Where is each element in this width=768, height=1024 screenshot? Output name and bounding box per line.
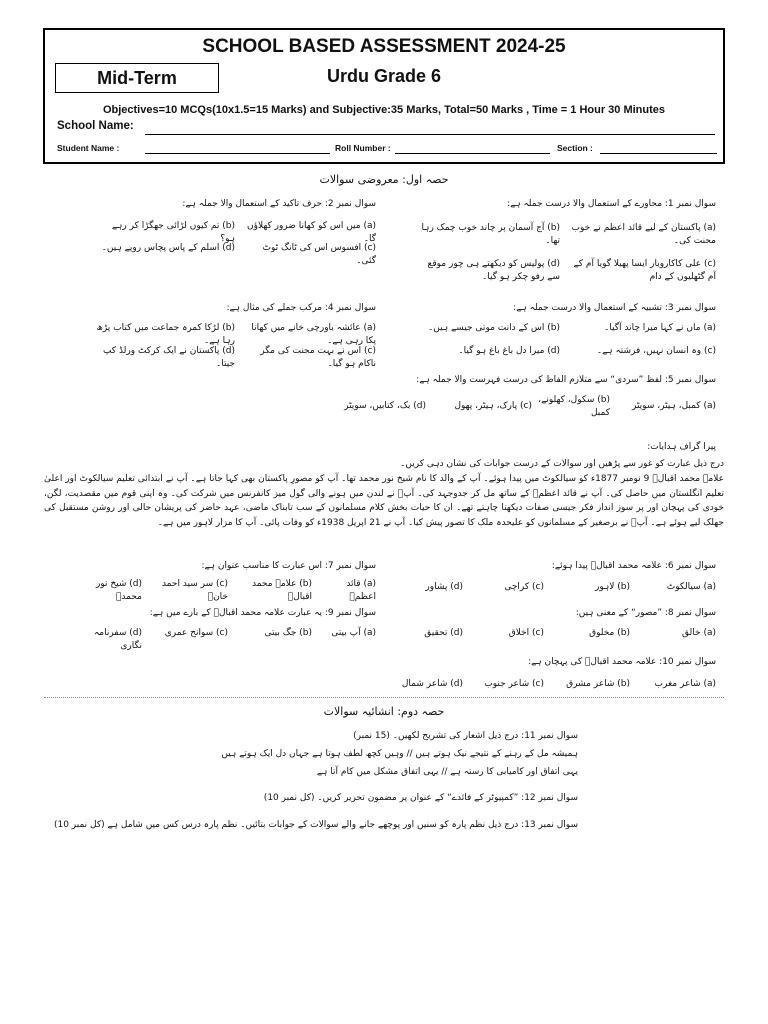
school-name-field[interactable]: [145, 134, 715, 135]
q1-option-c[interactable]: (c) علی کاکاروبار ایسا پھیلا گویا آم کے آم گٹھلیوں کے دام: [573, 259, 716, 282]
q6-option-d[interactable]: (d) پشاور: [425, 582, 463, 592]
section-divider: [44, 697, 724, 698]
q9-option-d[interactable]: (d) سفرنامہ نگاری: [93, 628, 142, 651]
q10-option-c[interactable]: (c) شاعر جنوب: [484, 679, 544, 689]
question-12: سوال نمبر 12: ”کمپیوٹر کے فائدے“ کے عنوان پر مضمون تحریر کریں۔ (کل نمبر 10): [263, 793, 578, 803]
student-name-field[interactable]: [145, 153, 330, 154]
q10-option-a[interactable]: (a) شاعر مغرب: [654, 679, 716, 689]
q4-option-d[interactable]: (d) پاکستان نے ایک کرکٹ ورلڈ کپ جیتا۔: [102, 346, 235, 369]
question-3: سوال نمبر 3: تشبیہ کے استعمال والا درست جملہ ہے:: [513, 303, 716, 313]
q4-option-c[interactable]: (c) اس نے بہت محنت کی مگر ناکام ہو گیا۔: [260, 346, 376, 369]
exam-title: SCHOOL BASED ASSESSMENT 2024-25: [202, 36, 566, 57]
q2-option-c[interactable]: (c) افسوس اس کی ٹانگ ٹوٹ گئی۔: [262, 243, 376, 266]
q1-option-b[interactable]: (b) آج آسمان پر چاند خوب چمک رہا تھا۔: [421, 223, 560, 246]
q6-option-a[interactable]: (a) سیالکوٹ: [666, 582, 716, 592]
question-5: سوال نمبر 5: لفظ ”سردی“ سے متلازم الفاظ کی درست فہرست والا جملہ ہے:: [416, 375, 716, 385]
q2-option-a[interactable]: (a) میں اس کو کھانا ضرور کھلاؤں گا۔: [247, 221, 376, 244]
part2-heading: حصہ دوم: انشائیہ سوالات: [323, 705, 445, 718]
q3-option-d[interactable]: (d) میرا دل باغ باغ ہو گیا۔: [458, 346, 560, 356]
passage-instruction: درج ذیل عبارت کو غور سے پڑھیں اور سوالات کے درست جوابات کی نشان دہی کریں۔: [400, 459, 724, 469]
question-7: سوال نمبر 7: اس عبارت کا مناسب عنوان ہے:: [201, 561, 376, 571]
q8-option-d[interactable]: (d) تحقیق: [424, 628, 463, 638]
question-4: سوال نمبر 4: مرکب جملے کی مثال ہے:: [226, 303, 376, 313]
q5-option-a[interactable]: (a) کمبل، ہیٹر، سویٹر: [631, 401, 716, 411]
q7-option-a[interactable]: (a) قائد اعظمؒ: [346, 579, 376, 602]
q11-verse-2: یہی اتفاق اور کامیابی کا رستہ ہے // یہی اتفاق مشکل میں کام آتا ہے: [316, 767, 578, 777]
q4-option-a[interactable]: (a) عائشہ باورچی خانے میں کھانا پکا رہی ہے۔: [251, 323, 376, 346]
passage-heading: پیرا گراف ہدایات:: [647, 442, 716, 452]
q8-option-c[interactable]: (c) اخلاق: [508, 628, 544, 638]
question-1: سوال نمبر 1: محاورے کے استعمال والا درست جملہ ہے:: [507, 199, 716, 209]
question-13: سوال نمبر 13: درج ذیل نظم پارہ کو سنیں اور پوچھے جانے والے سوالات کے جوابات بتائیں۔ نظم پارہ درس کس میں شامل ہے (کل نمبر 10): [53, 820, 578, 830]
part1-heading: حصہ اول: معروضی سوالات: [319, 173, 449, 186]
q1-option-a[interactable]: (a) پاکستان کے لیے قائد اعظم نے خوب محنت کی۔: [571, 223, 716, 246]
q5-option-b[interactable]: (b) سکول، کھلونے، کمبل: [538, 395, 610, 418]
q7-option-c[interactable]: (c) سر سید احمد خانؒ: [161, 579, 228, 602]
q9-option-b[interactable]: (b) جگ بیتی: [264, 628, 312, 638]
q7-option-b[interactable]: (b) علامہ محمد اقبالؒ: [252, 579, 312, 602]
section-field[interactable]: [600, 153, 717, 154]
question-10: سوال نمبر 10: علامہ محمد اقبالؒ کی پہچان ہے:: [528, 657, 716, 667]
q3-option-b[interactable]: (b) اس کے دانت موتی جیسے ہیں۔: [428, 323, 560, 333]
q4-option-b[interactable]: (b) لڑکا کمرہ جماعت میں کتاب پڑھ رہا ہے۔: [96, 323, 235, 346]
term-box: Mid-Term: [55, 63, 219, 93]
q2-option-d[interactable]: (d) اسلم کے پاس پچاس روپے ہیں۔: [101, 243, 235, 253]
section-label: Section :: [557, 143, 593, 153]
q8-option-a[interactable]: (a) خالق: [682, 628, 716, 638]
grade-label: Urdu Grade 6: [326, 66, 442, 86]
school-name-label: School Name:: [57, 120, 134, 132]
header-box: [43, 28, 725, 164]
q6-option-c[interactable]: (c) کراچی: [504, 582, 544, 592]
roll-number-label: Roll Number :: [335, 143, 391, 153]
q7-option-d[interactable]: (d) شیخ نور محمدؒ: [95, 579, 142, 602]
q10-option-b[interactable]: (b) شاعر مشرق: [566, 679, 630, 689]
q3-option-c[interactable]: (c) وہ انسان نہیں، فرشتہ ہے۔: [596, 346, 716, 356]
student-name-label: Student Name :: [57, 143, 120, 153]
question-6: سوال نمبر 6: علامہ محمد اقبالؒ پیدا ہوئے:: [551, 561, 716, 571]
objectives-line: Objectives=10 MCQs(10x1.5=15 Marks) and Subjective:35 Marks, Total=50 Marks , Time = 1 Hour 30 Minutes: [102, 104, 666, 116]
q8-option-b[interactable]: (b) مخلوق: [589, 628, 630, 638]
q1-option-d[interactable]: (d) پولیس کو دیکھتے ہی چور موقع سے رفو چکر ہو گیا۔: [427, 259, 560, 282]
q10-option-d[interactable]: (d) شاعر شمال: [401, 679, 463, 689]
question-2: سوال نمبر 2: حرف تاکید کے استعمال والا جملہ ہے:: [182, 199, 376, 209]
q5-option-c[interactable]: (c) پارک، ہیٹر، پھول: [454, 401, 532, 411]
q3-option-a[interactable]: (a) ماں نے کہا میرا چاند آگیا۔: [603, 323, 716, 333]
question-11: سوال نمبر 11: درج ذیل اشعار کی تشریح لکھیں۔ (15 نمبر): [353, 731, 578, 741]
question-9: سوال نمبر 9: یہ عبارت علامہ محمد اقبالؒ کے بارے میں ہے:: [149, 608, 376, 618]
roll-number-field[interactable]: [395, 153, 550, 154]
q9-option-c[interactable]: (c) سوانح عمری: [164, 628, 228, 638]
q11-verse-1: ہمیشہ مل کے رہنے کے نتیجے نیک ہوتے ہیں // وہیں کچھ لطف ہوتا ہے جہاں دل ایک ہوتے ہیں: [221, 749, 578, 759]
q5-option-d[interactable]: (d) بک، کتابیں، سویٹر: [344, 401, 426, 411]
q2-option-b[interactable]: (b) تم کیوں لڑائی جھگڑا کر رہے ہو؟: [111, 221, 235, 244]
q6-option-b[interactable]: (b) لاہور: [594, 582, 630, 592]
q9-option-a[interactable]: (a) آپ بیتی: [331, 628, 376, 638]
passage-text: علامہ محمد اقبالؒ 9 نومبر 1877ء کو سیالکوٹ میں پیدا ہوئے۔ آپ کے والد کا نام شیخ نور محمد تھا۔ آپ کو مصورِ پاکستان بھی کہا جاتا ہے۔ آپ نے ابتدائی تعلیم سیالکوٹ اور اعلیٰ تعلیم انگلستان میں حاصل کی۔ آپ نے قائد اعظمؒ کے ساتھ مل کر جدوجہد کی۔ آپؒ نے لندن میں ہونے والی گول میز کانفرنس میں شرکت کی۔ وہ اپنی قوم میں مقصدیت، لگن، خودی کی پہچان اور پر سوز انداز فکر جیسی صفات دیکھنا چاہتے تھے۔ ان کا حیات بخش کلام مسلمانوں کے سب تابناک ماضی، عہد حاضر کی پریشان حالی اور روشن مستقبل کی جھلک لیے ہوئے ہے۔ آپؒ نے برصغیر کے مسلمانوں کو علیحدہ ملک کا تصور پیش کیا۔ آپ نے 21 اپریل 1938ء کو وفات پائی۔ آپ کا مزار لاہور میں ہے۔: [44, 474, 724, 528]
question-8: سوال نمبر 8: ”مصور“ کے معنی ہیں:: [575, 608, 716, 618]
